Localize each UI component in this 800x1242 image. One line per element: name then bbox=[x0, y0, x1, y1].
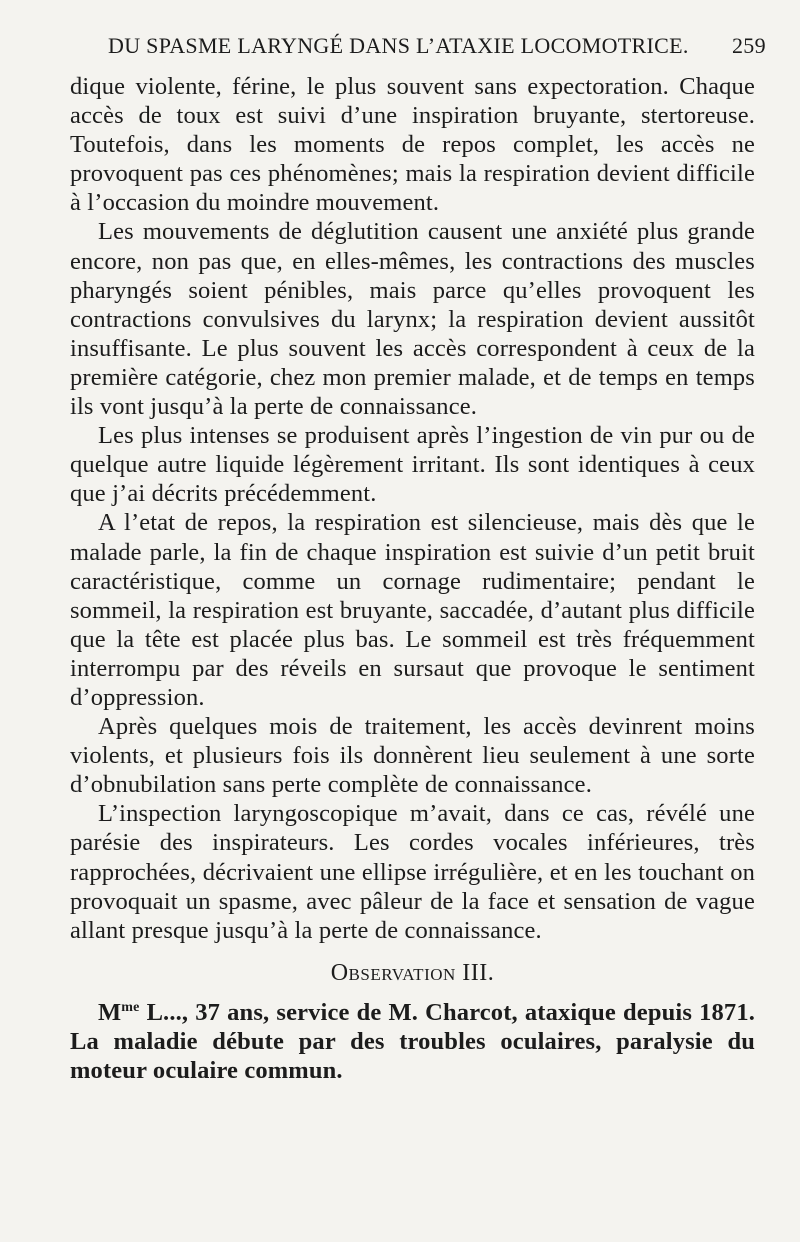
paragraph: L’inspection laryngoscopique m’avait, dans ce cas, révélé une parésie des inspirateurs. Les cordes vocales inférieures, très rapprochées, décrivaient une ellipse irrégulière, et en les touchant on provoquait un spasme, avec pâleur de la face et sensation de vague allant presque jusqu’à la perte de connaissance. bbox=[70, 800, 755, 944]
paragraph: Les plus intenses se produisent après l’ingestion de vin pur ou de quelque autre liquide légèrement irritant. Ils sont identiques à ceux que j’ai décrits précédemment. bbox=[70, 422, 755, 508]
page-header bbox=[0, 33, 800, 69]
page-number: 259 bbox=[732, 33, 766, 58]
paragraph: Les mouvements de déglutition causent une anxiété plus grande encore, non pas que, en elles-mêmes, les contractions des muscles pharyngés soient pénibles, mais parce qu’elles provoquent les contractions convulsives du larynx; la respiration devient aussitôt insuffisante. Le plus souvent les accès correspondent à ceux de la première catégorie, chez mon premier malade, et de temps en temps ils vont jusqu’à la perte de connaissance. bbox=[70, 218, 755, 421]
page-body bbox=[70, 72, 755, 1085]
paragraph: Après quelques mois de traitement, les accès devinrent moins violents, et plusieurs fois ils donnèrent lieu seulement à une sorte d’obnubilation sans perte complète de connaissance. bbox=[70, 713, 755, 799]
observation-honorific: M bbox=[98, 998, 122, 1026]
observation-paragraph bbox=[70, 998, 755, 1085]
paragraph: dique violente, férine, le plus souvent sans expectoration. Chaque accès de toux est suivi d’une inspiration bruyante, stertoreuse. Toutefois, dans les moments de repos complet, les accès ne provoquent pas ces phénomènes; mais la respiration devient difficile à l’occasion du moindre mouvement. bbox=[70, 73, 755, 217]
observation-title: Observation III. bbox=[330, 959, 495, 986]
observation-honorific-sup: me bbox=[121, 999, 140, 1015]
paragraph: A l’etat de repos, la respiration est silencieuse, mais dès que le malade parle, la fin de chaque inspiration est suivie d’un petit bruit caractéristique, comme un cornage rudimentaire; pendant le sommeil, la respiration est bruyante, saccadée, d’autant plus difficile que la tête est placée plus bas. Le sommeil est très fréquemment interrompu par des réveils en sursaut que provoque le sentiment d’oppression. bbox=[70, 509, 755, 711]
observation-text: L..., 37 ans, service de M. Charcot, ataxique depuis 1871. La maladie débute par des troubles oculaires, paralysie du moteur oculaire commun. bbox=[70, 998, 755, 1085]
running-title: DU SPASME LARYNGÉ DANS L’ATAXIE LOCOMOTRICE. bbox=[108, 33, 689, 58]
